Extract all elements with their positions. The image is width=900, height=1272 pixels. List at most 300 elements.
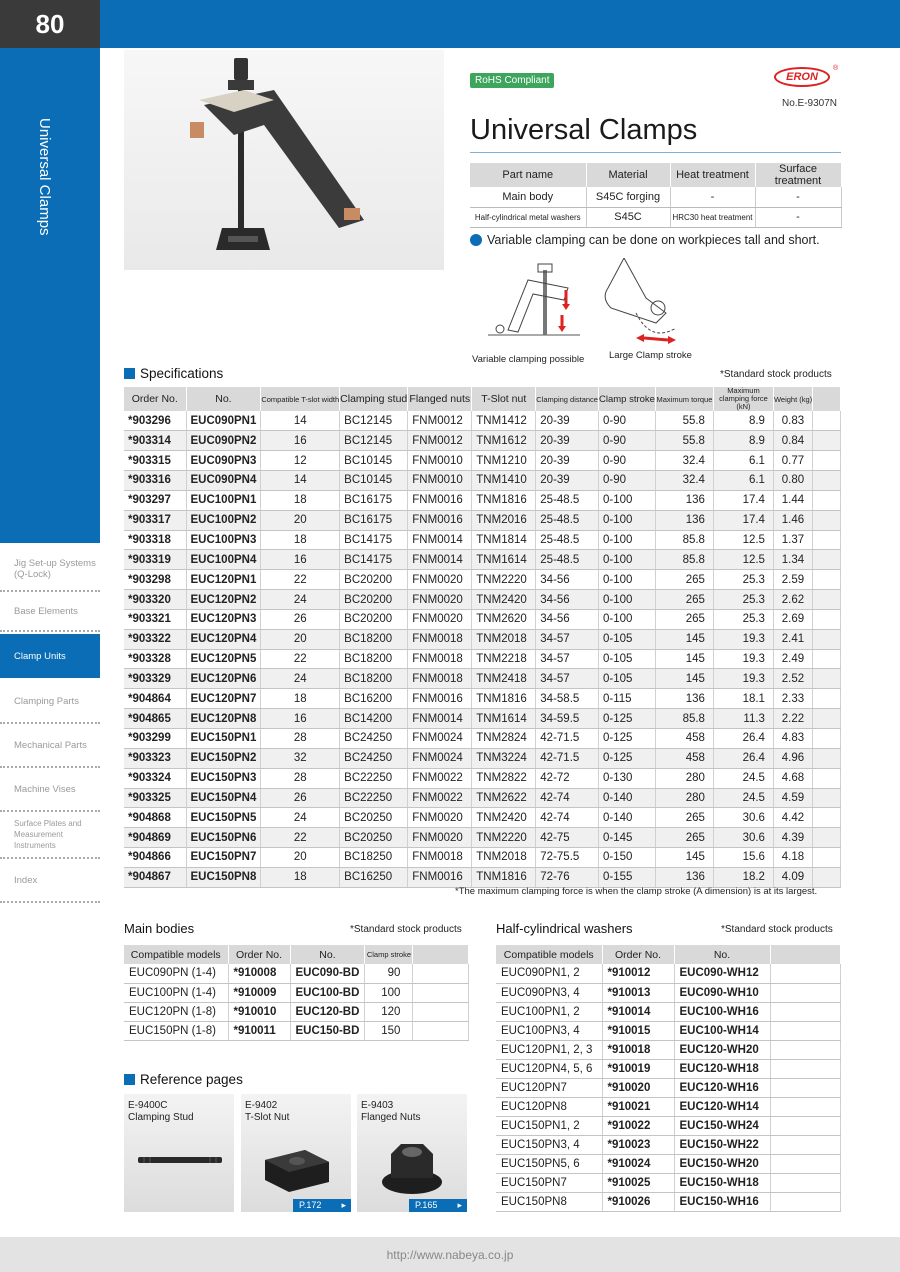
spec-row-cell: TNM1816 <box>472 490 536 510</box>
spec-row-cell: 0-100 <box>598 550 655 570</box>
blank-cell <box>813 510 841 530</box>
spec-row-cell: 28 <box>261 768 340 788</box>
spec-row-cell: BC16200 <box>340 689 408 709</box>
spec-row <box>124 530 841 550</box>
spec-row-cell: EUC150PN6 <box>186 828 261 848</box>
spec-row-cell: 2.49 <box>773 649 812 669</box>
sidebar-item-base-elements[interactable]: Base Elements <box>0 592 100 632</box>
spec-row-cell: EUC120PN6 <box>186 669 261 689</box>
blank-cell <box>770 1097 841 1116</box>
spec-row-cell: *903314 <box>124 431 186 451</box>
spec-row-cell: FNM0010 <box>408 451 472 471</box>
wh-row-cell: *910021 <box>602 1097 674 1116</box>
spec-row-cell: TNM2420 <box>472 808 536 828</box>
mb-row-cell: 90 <box>365 964 413 983</box>
spec-row-cell: 19.3 <box>713 629 773 649</box>
blank-cell <box>813 530 841 550</box>
spec-row-cell: 145 <box>655 649 713 669</box>
specifications-table <box>124 387 841 888</box>
variable-clamping-diagram <box>488 260 580 342</box>
wh-header-blank <box>770 945 841 964</box>
wh-row-cell: *910025 <box>602 1173 674 1192</box>
blank-cell <box>813 649 841 669</box>
spec-row-cell: *903321 <box>124 609 186 629</box>
blank-cell <box>413 964 469 983</box>
wh-row <box>496 1059 841 1078</box>
spec-header: Clamping distance <box>536 387 599 411</box>
spec-row-cell: 6.1 <box>713 471 773 491</box>
arrow-right-icon: ▸ <box>457 1200 462 1210</box>
blank-cell <box>813 451 841 471</box>
spec-row <box>124 471 841 491</box>
mb-row <box>124 1021 469 1040</box>
spec-row-cell: *903317 <box>124 510 186 530</box>
mb-row-cell: EUC150PN (1-8) <box>124 1021 228 1040</box>
spec-row-cell: BC24250 <box>340 748 408 768</box>
reference-code: E-9400C <box>128 1100 168 1111</box>
spec-row-cell: *903318 <box>124 530 186 550</box>
spec-row-cell: BC20200 <box>340 609 408 629</box>
wh-row-cell: *910013 <box>602 983 674 1002</box>
spec-header: Clamp stroke <box>598 387 655 411</box>
spec-row-cell: 458 <box>655 748 713 768</box>
blank-cell <box>813 669 841 689</box>
wh-row-cell: EUC120-WH16 <box>674 1078 770 1097</box>
reference-name: Clamping Stud <box>128 1112 194 1123</box>
wh-row-cell: EUC150-WH16 <box>674 1192 770 1211</box>
spec-row-cell: EUC120PN1 <box>186 570 261 590</box>
spec-row-cell: FNM0012 <box>408 431 472 451</box>
mb-row-cell: 150 <box>365 1021 413 1040</box>
diagram-caption-left: Variable clamping possible <box>472 354 585 365</box>
spec-row-cell: FNM0020 <box>408 570 472 590</box>
spec-row-cell: *904865 <box>124 709 186 729</box>
spec-row-cell: TNM2822 <box>472 768 536 788</box>
spec-row-cell: 32 <box>261 748 340 768</box>
blank-cell <box>770 1078 841 1097</box>
spec-row-cell: 136 <box>655 490 713 510</box>
spec-row <box>124 550 841 570</box>
spec-row-cell: EUC150PN3 <box>186 768 261 788</box>
spec-row-cell: BC22250 <box>340 768 408 788</box>
spec-row-cell: EUC150PN2 <box>186 748 261 768</box>
spec-row-cell: 0-90 <box>598 471 655 491</box>
spec-row-cell: BC20250 <box>340 808 408 828</box>
wh-row-cell: EUC150-WH22 <box>674 1135 770 1154</box>
mb-row-cell: *910009 <box>228 983 290 1002</box>
spec-row-cell: FNM0016 <box>408 867 472 887</box>
spec-row-cell: 85.8 <box>655 550 713 570</box>
mat-cell: S45C forging <box>586 187 670 207</box>
spec-row-cell: BC14200 <box>340 709 408 729</box>
spec-row-cell: *903316 <box>124 471 186 491</box>
mb-row-cell: 120 <box>365 1002 413 1021</box>
blank-cell <box>413 983 469 1002</box>
wh-header: Compatible models <box>496 945 602 964</box>
spec-row-cell: 0-100 <box>598 510 655 530</box>
spec-row-cell: *904866 <box>124 848 186 868</box>
spec-row-cell: 34-58.5 <box>536 689 599 709</box>
mat-header: Part name <box>470 163 586 187</box>
spec-row-cell: EUC090PN1 <box>186 411 261 431</box>
section-square-icon <box>124 1074 135 1085</box>
spec-row-cell: *903319 <box>124 550 186 570</box>
blank-cell <box>813 808 841 828</box>
mb-row <box>124 1002 469 1021</box>
spec-row-cell: 24.5 <box>713 768 773 788</box>
spec-row-cell: FNM0014 <box>408 530 472 550</box>
feature-note <box>470 233 820 247</box>
blank-cell <box>770 1135 841 1154</box>
spec-row-cell: *903297 <box>124 490 186 510</box>
spec-row-cell: TNM1614 <box>472 709 536 729</box>
spec-row <box>124 867 841 887</box>
spec-row-cell: EUC150PN7 <box>186 848 261 868</box>
blank-cell <box>770 964 841 983</box>
wh-row-cell: EUC120PN7 <box>496 1078 602 1097</box>
wh-row-cell: EUC100-WH16 <box>674 1002 770 1021</box>
spec-header: Compatible T-slot width <box>261 387 340 411</box>
spec-row-cell: 85.8 <box>655 530 713 550</box>
spec-row-cell: FNM0018 <box>408 848 472 868</box>
spec-row-cell: FNM0024 <box>408 729 472 749</box>
spec-row-cell: EUC120PN2 <box>186 590 261 610</box>
spec-row-cell: FNM0012 <box>408 411 472 431</box>
sidebar-item-clamping-parts[interactable]: Clamping Parts <box>0 680 100 724</box>
spec-row-cell: *903315 <box>124 451 186 471</box>
spec-row-cell: 34-57 <box>536 649 599 669</box>
spec-header: Maximum clamping force (kN) <box>713 387 773 411</box>
wh-row-cell: EUC150PN7 <box>496 1173 602 1192</box>
spec-row-cell: 0-150 <box>598 848 655 868</box>
spec-row-cell: 2.41 <box>773 629 812 649</box>
blank-cell <box>413 1002 469 1021</box>
blank-cell <box>813 729 841 749</box>
spec-row-cell: BC24250 <box>340 729 408 749</box>
spec-row-cell: EUC120PN4 <box>186 629 261 649</box>
spec-row-cell: 20-39 <box>536 431 599 451</box>
spec-row-cell: 0-100 <box>598 530 655 550</box>
rohs-badge: RoHS Compliant <box>470 73 554 88</box>
spec-header: No. <box>186 387 261 411</box>
spec-row-cell: 25-48.5 <box>536 510 599 530</box>
blank-cell <box>813 431 841 451</box>
spec-row-cell: 34-57 <box>536 629 599 649</box>
sidebar-item-machine-vises[interactable]: Machine Vises <box>0 768 100 812</box>
spec-row-cell: 145 <box>655 848 713 868</box>
spec-row-cell: *903296 <box>124 411 186 431</box>
blank-cell <box>770 1021 841 1040</box>
reference-card-flanged-nuts[interactable] <box>357 1094 467 1212</box>
spec-row-cell: 2.52 <box>773 669 812 689</box>
spec-row <box>124 510 841 530</box>
wh-row-cell: EUC100-WH14 <box>674 1021 770 1040</box>
mb-row-cell: 100 <box>365 983 413 1002</box>
mat-header: Material <box>586 163 670 187</box>
wh-row-cell: *910024 <box>602 1154 674 1173</box>
blank-cell <box>770 1116 841 1135</box>
spec-row <box>124 808 841 828</box>
specs-heading-text: Specifications <box>140 366 224 381</box>
blank-cell <box>813 689 841 709</box>
blank-cell <box>813 629 841 649</box>
spec-row-cell: 30.6 <box>713 808 773 828</box>
spec-row-cell: 42-72 <box>536 768 599 788</box>
spec-row-cell: BC18250 <box>340 848 408 868</box>
wh-row-cell: *910023 <box>602 1135 674 1154</box>
reference-card-tslot-nut[interactable] <box>241 1094 351 1212</box>
wh-row-cell: EUC150PN8 <box>496 1192 602 1211</box>
spec-row-cell: *903298 <box>124 570 186 590</box>
mat-cell: S45C <box>586 207 670 227</box>
reference-page-link[interactable] <box>409 1199 467 1212</box>
spec-row <box>124 729 841 749</box>
wh-row <box>496 1116 841 1135</box>
spec-row-cell: 42-74 <box>536 788 599 808</box>
spec-header: T-Slot nut <box>472 387 536 411</box>
specs-stock-note: *Standard stock products <box>720 369 832 380</box>
spec-row-cell: 32.4 <box>655 451 713 471</box>
spec-row-cell: 34-57 <box>536 669 599 689</box>
spec-row-cell: BC14175 <box>340 530 408 550</box>
blank-cell <box>770 1002 841 1021</box>
spec-row-cell: FNM0016 <box>408 689 472 709</box>
wh-row-cell: *910014 <box>602 1002 674 1021</box>
wh-row <box>496 983 841 1002</box>
spec-row-cell: *903299 <box>124 729 186 749</box>
wh-row <box>496 1173 841 1192</box>
mb-row-cell: EUC150-BD <box>290 1021 365 1040</box>
spec-row-cell: 265 <box>655 590 713 610</box>
spec-row-cell: TNM2622 <box>472 788 536 808</box>
spec-row-cell: TNM2220 <box>472 828 536 848</box>
blank-cell <box>770 1059 841 1078</box>
spec-row <box>124 669 841 689</box>
spec-row-cell: 0-90 <box>598 451 655 471</box>
materials-table <box>470 163 842 228</box>
mb-row-cell: *910008 <box>228 964 290 983</box>
page-number: 80 <box>0 0 100 48</box>
spec-row-cell: *903325 <box>124 788 186 808</box>
spec-row-cell: 4.18 <box>773 848 812 868</box>
spec-row-cell: 34-59.5 <box>536 709 599 729</box>
mat-cell: - <box>755 207 841 227</box>
spec-row-cell: 0-105 <box>598 629 655 649</box>
wh-row-cell: EUC090-WH10 <box>674 983 770 1002</box>
spec-row-cell: *904869 <box>124 828 186 848</box>
spec-row-cell: BC18200 <box>340 649 408 669</box>
spec-row-cell: 145 <box>655 629 713 649</box>
blank-cell <box>813 411 841 431</box>
wh-row-cell: EUC100PN1, 2 <box>496 1002 602 1021</box>
spec-row-cell: 0-100 <box>598 490 655 510</box>
spec-row <box>124 709 841 729</box>
spec-row <box>124 609 841 629</box>
spec-row-cell: FNM0010 <box>408 471 472 491</box>
wh-row <box>496 1154 841 1173</box>
spec-row-cell: 458 <box>655 729 713 749</box>
spec-row-cell: 85.8 <box>655 709 713 729</box>
reference-card-stud[interactable] <box>124 1094 234 1212</box>
wh-header: Order No. <box>602 945 674 964</box>
spec-row-cell: FNM0018 <box>408 669 472 689</box>
spec-row-cell: 34-56 <box>536 570 599 590</box>
spec-row-cell: 25-48.5 <box>536 490 599 510</box>
reference-page-label: P.172 <box>299 1200 322 1210</box>
spec-row-cell: 265 <box>655 808 713 828</box>
spec-row-cell: 4.42 <box>773 808 812 828</box>
spec-row-cell: 42-71.5 <box>536 729 599 749</box>
footer-url[interactable]: http://www.nabeya.co.jp <box>386 1247 514 1262</box>
spec-row-cell: FNM0014 <box>408 550 472 570</box>
arrow-right-icon: ▸ <box>341 1200 346 1210</box>
spec-row-cell: TNM2018 <box>472 848 536 868</box>
spec-row-cell: 280 <box>655 788 713 808</box>
spec-header-blank <box>813 387 841 411</box>
spec-row <box>124 570 841 590</box>
spec-row-cell: EUC150PN8 <box>186 867 261 887</box>
spec-row-cell: TNM2018 <box>472 629 536 649</box>
spec-row-cell: 12 <box>261 451 340 471</box>
wh-row-cell: EUC120-WH14 <box>674 1097 770 1116</box>
mb-header: Clamp stroke <box>365 945 413 964</box>
spec-row-cell: 2.33 <box>773 689 812 709</box>
spec-row-cell: 25.3 <box>713 609 773 629</box>
washers-heading: Half-cylindrical washers <box>496 921 633 936</box>
spec-row <box>124 451 841 471</box>
wh-row <box>496 1078 841 1097</box>
spec-row <box>124 828 841 848</box>
spec-row-cell: 0-125 <box>598 748 655 768</box>
mb-row <box>124 964 469 983</box>
spec-row-cell: TNM1410 <box>472 471 536 491</box>
spec-row-cell: 4.09 <box>773 867 812 887</box>
blank-cell <box>813 550 841 570</box>
spec-row-cell: BC22250 <box>340 788 408 808</box>
wh-row <box>496 1040 841 1059</box>
spec-row-cell: EUC120PN3 <box>186 609 261 629</box>
wh-row-cell: EUC120-WH18 <box>674 1059 770 1078</box>
spec-row-cell: 145 <box>655 669 713 689</box>
spec-row-cell: *904868 <box>124 808 186 828</box>
sidebar-item-clamp-units[interactable]: Clamp Units <box>0 634 100 678</box>
wh-row-cell: EUC150-WH20 <box>674 1154 770 1173</box>
mat-cell: Main body <box>470 187 586 207</box>
blank-cell <box>813 788 841 808</box>
spec-row-cell: 14 <box>261 471 340 491</box>
wh-row <box>496 1002 841 1021</box>
reference-name: Flanged Nuts <box>361 1112 421 1123</box>
spec-row-cell: 16 <box>261 550 340 570</box>
spec-row-cell: 0-115 <box>598 689 655 709</box>
spec-row-cell: FNM0014 <box>408 709 472 729</box>
spec-row-cell: FNM0020 <box>408 808 472 828</box>
sidebar-item-surface-plates[interactable]: Surface Plates and Measurement Instruments <box>0 812 100 859</box>
spec-row-cell: 0-100 <box>598 609 655 629</box>
blank-cell <box>813 768 841 788</box>
spec-row-cell: 11.3 <box>713 709 773 729</box>
spec-row-cell: TNM1816 <box>472 689 536 709</box>
spec-row-cell: 0-155 <box>598 867 655 887</box>
spec-row-cell: 20 <box>261 629 340 649</box>
section-square-icon <box>124 368 135 379</box>
spec-row-cell: 16 <box>261 431 340 451</box>
spec-row <box>124 788 841 808</box>
flanged-nut-image <box>377 1134 447 1200</box>
wh-row-cell: EUC120PN1, 2, 3 <box>496 1040 602 1059</box>
spec-row-cell: BC10145 <box>340 451 408 471</box>
spec-row-cell: TNM1412 <box>472 411 536 431</box>
footer <box>0 1237 900 1272</box>
spec-row-cell: *903323 <box>124 748 186 768</box>
main-bodies-heading: Main bodies <box>124 921 195 936</box>
registered-mark-icon: ® <box>833 65 839 72</box>
spec-row-cell: 16 <box>261 709 340 729</box>
wh-row-cell: EUC120-WH20 <box>674 1040 770 1059</box>
spec-row-cell: 18 <box>261 867 340 887</box>
sidebar-item-jig-setup[interactable]: Jig Set-up Systems (Q-Lock) <box>0 547 100 592</box>
sidebar-item-mechanical-parts[interactable]: Mechanical Parts <box>0 724 100 768</box>
wh-row-cell: EUC150PN1, 2 <box>496 1116 602 1135</box>
spec-row-cell: BC20200 <box>340 590 408 610</box>
spec-header: Order No. <box>124 387 186 411</box>
spec-row <box>124 649 841 669</box>
spec-row-cell: 20 <box>261 510 340 530</box>
sidebar-band <box>0 48 100 543</box>
wh-row-cell: EUC090-WH12 <box>674 964 770 983</box>
spec-row-cell: 26 <box>261 788 340 808</box>
spec-row-cell: TNM2420 <box>472 590 536 610</box>
blank-cell <box>813 748 841 768</box>
spec-row-cell: FNM0018 <box>408 649 472 669</box>
reference-card-label <box>361 1100 420 1124</box>
spec-row-cell: 8.9 <box>713 411 773 431</box>
wh-row-cell: *910019 <box>602 1059 674 1078</box>
spec-row-cell: 18 <box>261 490 340 510</box>
spec-row-cell: 17.4 <box>713 510 773 530</box>
spec-row-cell: FNM0020 <box>408 590 472 610</box>
wh-row-cell: *910020 <box>602 1078 674 1097</box>
spec-row-cell: 0-90 <box>598 411 655 431</box>
spec-row-cell: 20-39 <box>536 411 599 431</box>
washers-table <box>496 945 841 1212</box>
main-bodies-stock-note: *Standard stock products <box>350 924 462 935</box>
spec-row-cell: FNM0020 <box>408 828 472 848</box>
spec-row-cell: BC18200 <box>340 669 408 689</box>
spec-row-cell: 0-145 <box>598 828 655 848</box>
spec-row <box>124 590 841 610</box>
spec-row-cell: EUC090PN4 <box>186 471 261 491</box>
spec-row-cell: 136 <box>655 867 713 887</box>
spec-row-cell: *904867 <box>124 867 186 887</box>
spec-row-cell: 136 <box>655 510 713 530</box>
mb-row-cell: EUC100-BD <box>290 983 365 1002</box>
spec-row-cell: *903328 <box>124 649 186 669</box>
wh-row-cell: EUC090PN1, 2 <box>496 964 602 983</box>
reference-page-link[interactable] <box>293 1199 351 1212</box>
blank-cell <box>813 590 841 610</box>
spec-row-cell: TNM1612 <box>472 431 536 451</box>
wh-row-cell: *910018 <box>602 1040 674 1059</box>
spec-row-cell: 0-130 <box>598 768 655 788</box>
sidebar-item-index[interactable]: Index <box>0 859 100 903</box>
spec-row-cell: EUC150PN4 <box>186 788 261 808</box>
blank-cell <box>813 570 841 590</box>
spec-row-cell: 2.62 <box>773 590 812 610</box>
spec-row-cell: 32.4 <box>655 471 713 491</box>
spec-row-cell: TNM2016 <box>472 510 536 530</box>
spec-row-cell: 15.6 <box>713 848 773 868</box>
